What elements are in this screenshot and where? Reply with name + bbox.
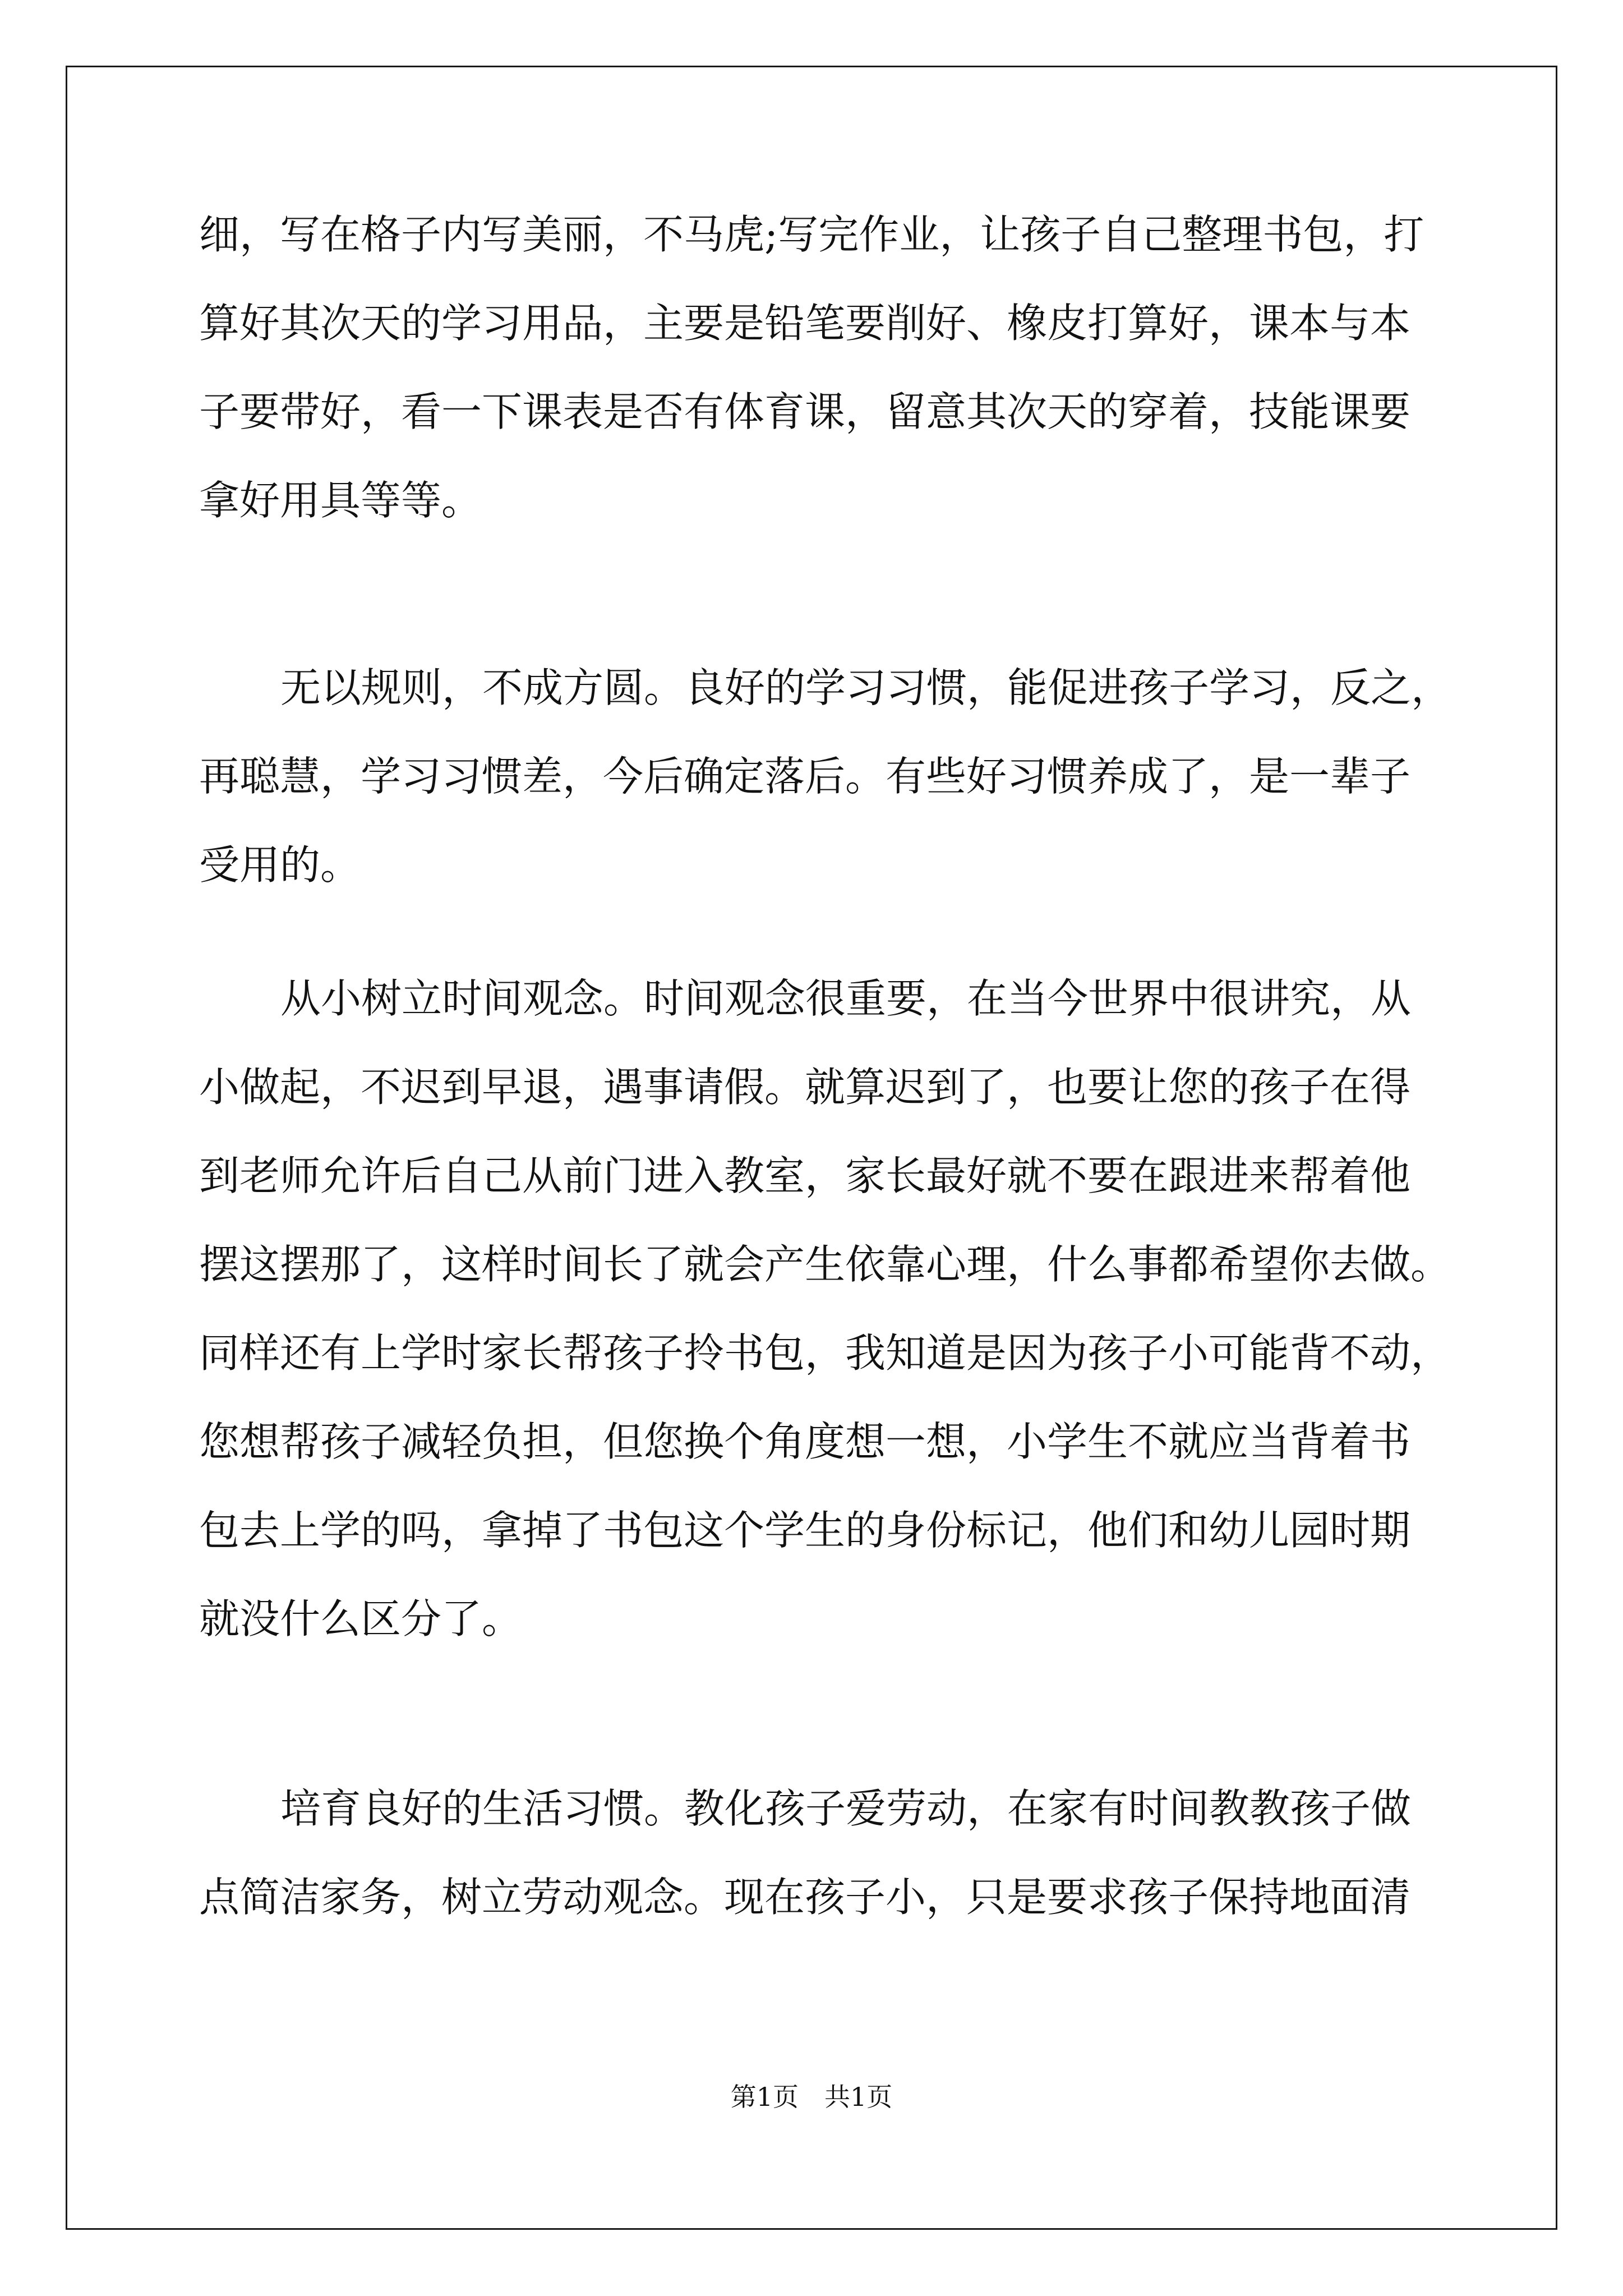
text-line: 点简洁家务，树立劳动观念。现在孩子小，只是要求孩子保持地面清 <box>199 1874 1411 1921</box>
text-line: 小做起，不迟到早退，遇事请假。就算迟到了，也要让您的孩子在得 <box>199 1064 1411 1111</box>
page-number: 第1页 共1页 <box>730 2082 893 2112</box>
text-line: 摆这摆那了，这样时间长了就会产生依靠心理，什么事都希望你去做。 <box>199 1241 1451 1288</box>
text-line: 细，写在格子内写美丽，不马虎;写完作业，让孩子自己整理书包，打 <box>199 211 1424 258</box>
text-line: 再聪慧，学习习惯差，今后确定落后。有些好习惯养成了，是一辈子 <box>199 753 1411 800</box>
paragraph-first-line: 从小树立时间观念。时间观念很重要，在当今世界中很讲究，从 <box>280 975 1412 1022</box>
text-line: 您想帮孩子减轻负担，但您换个角度想一想，小学生不就应当背着书 <box>199 1418 1411 1465</box>
paragraph-first-line: 培育良好的生活习惯。教化孩子爱劳动，在家有时间教教孩子做 <box>280 1785 1412 1832</box>
text-line: 受用的。 <box>199 841 361 889</box>
text-line: 到老师允许后自己从前门进入教室，家长最好就不要在跟进来帮着他 <box>199 1152 1411 1199</box>
text-line: 子要带好，看一下课表是否有体育课，留意其次天的穿着，技能课要 <box>199 388 1411 435</box>
text-line: 同样还有上学时家长帮孩子拎书包，我知道是因为孩子小可能背不动， <box>199 1329 1451 1377</box>
text-line: 拿好用具等等。 <box>199 477 482 524</box>
paragraph-first-line: 无以规则，不成方圆。良好的学习习惯，能促进孩子学习，反之， <box>280 664 1452 711</box>
text-line: 算好其次天的学习用品，主要是铅笔要削好、橡皮打算好，课本与本 <box>199 300 1411 347</box>
text-line: 包去上学的吗，拿掉了书包这个学生的身份标记，他们和幼儿园时期 <box>199 1507 1411 1554</box>
text-line: 就没什么区分了。 <box>199 1595 523 1642</box>
